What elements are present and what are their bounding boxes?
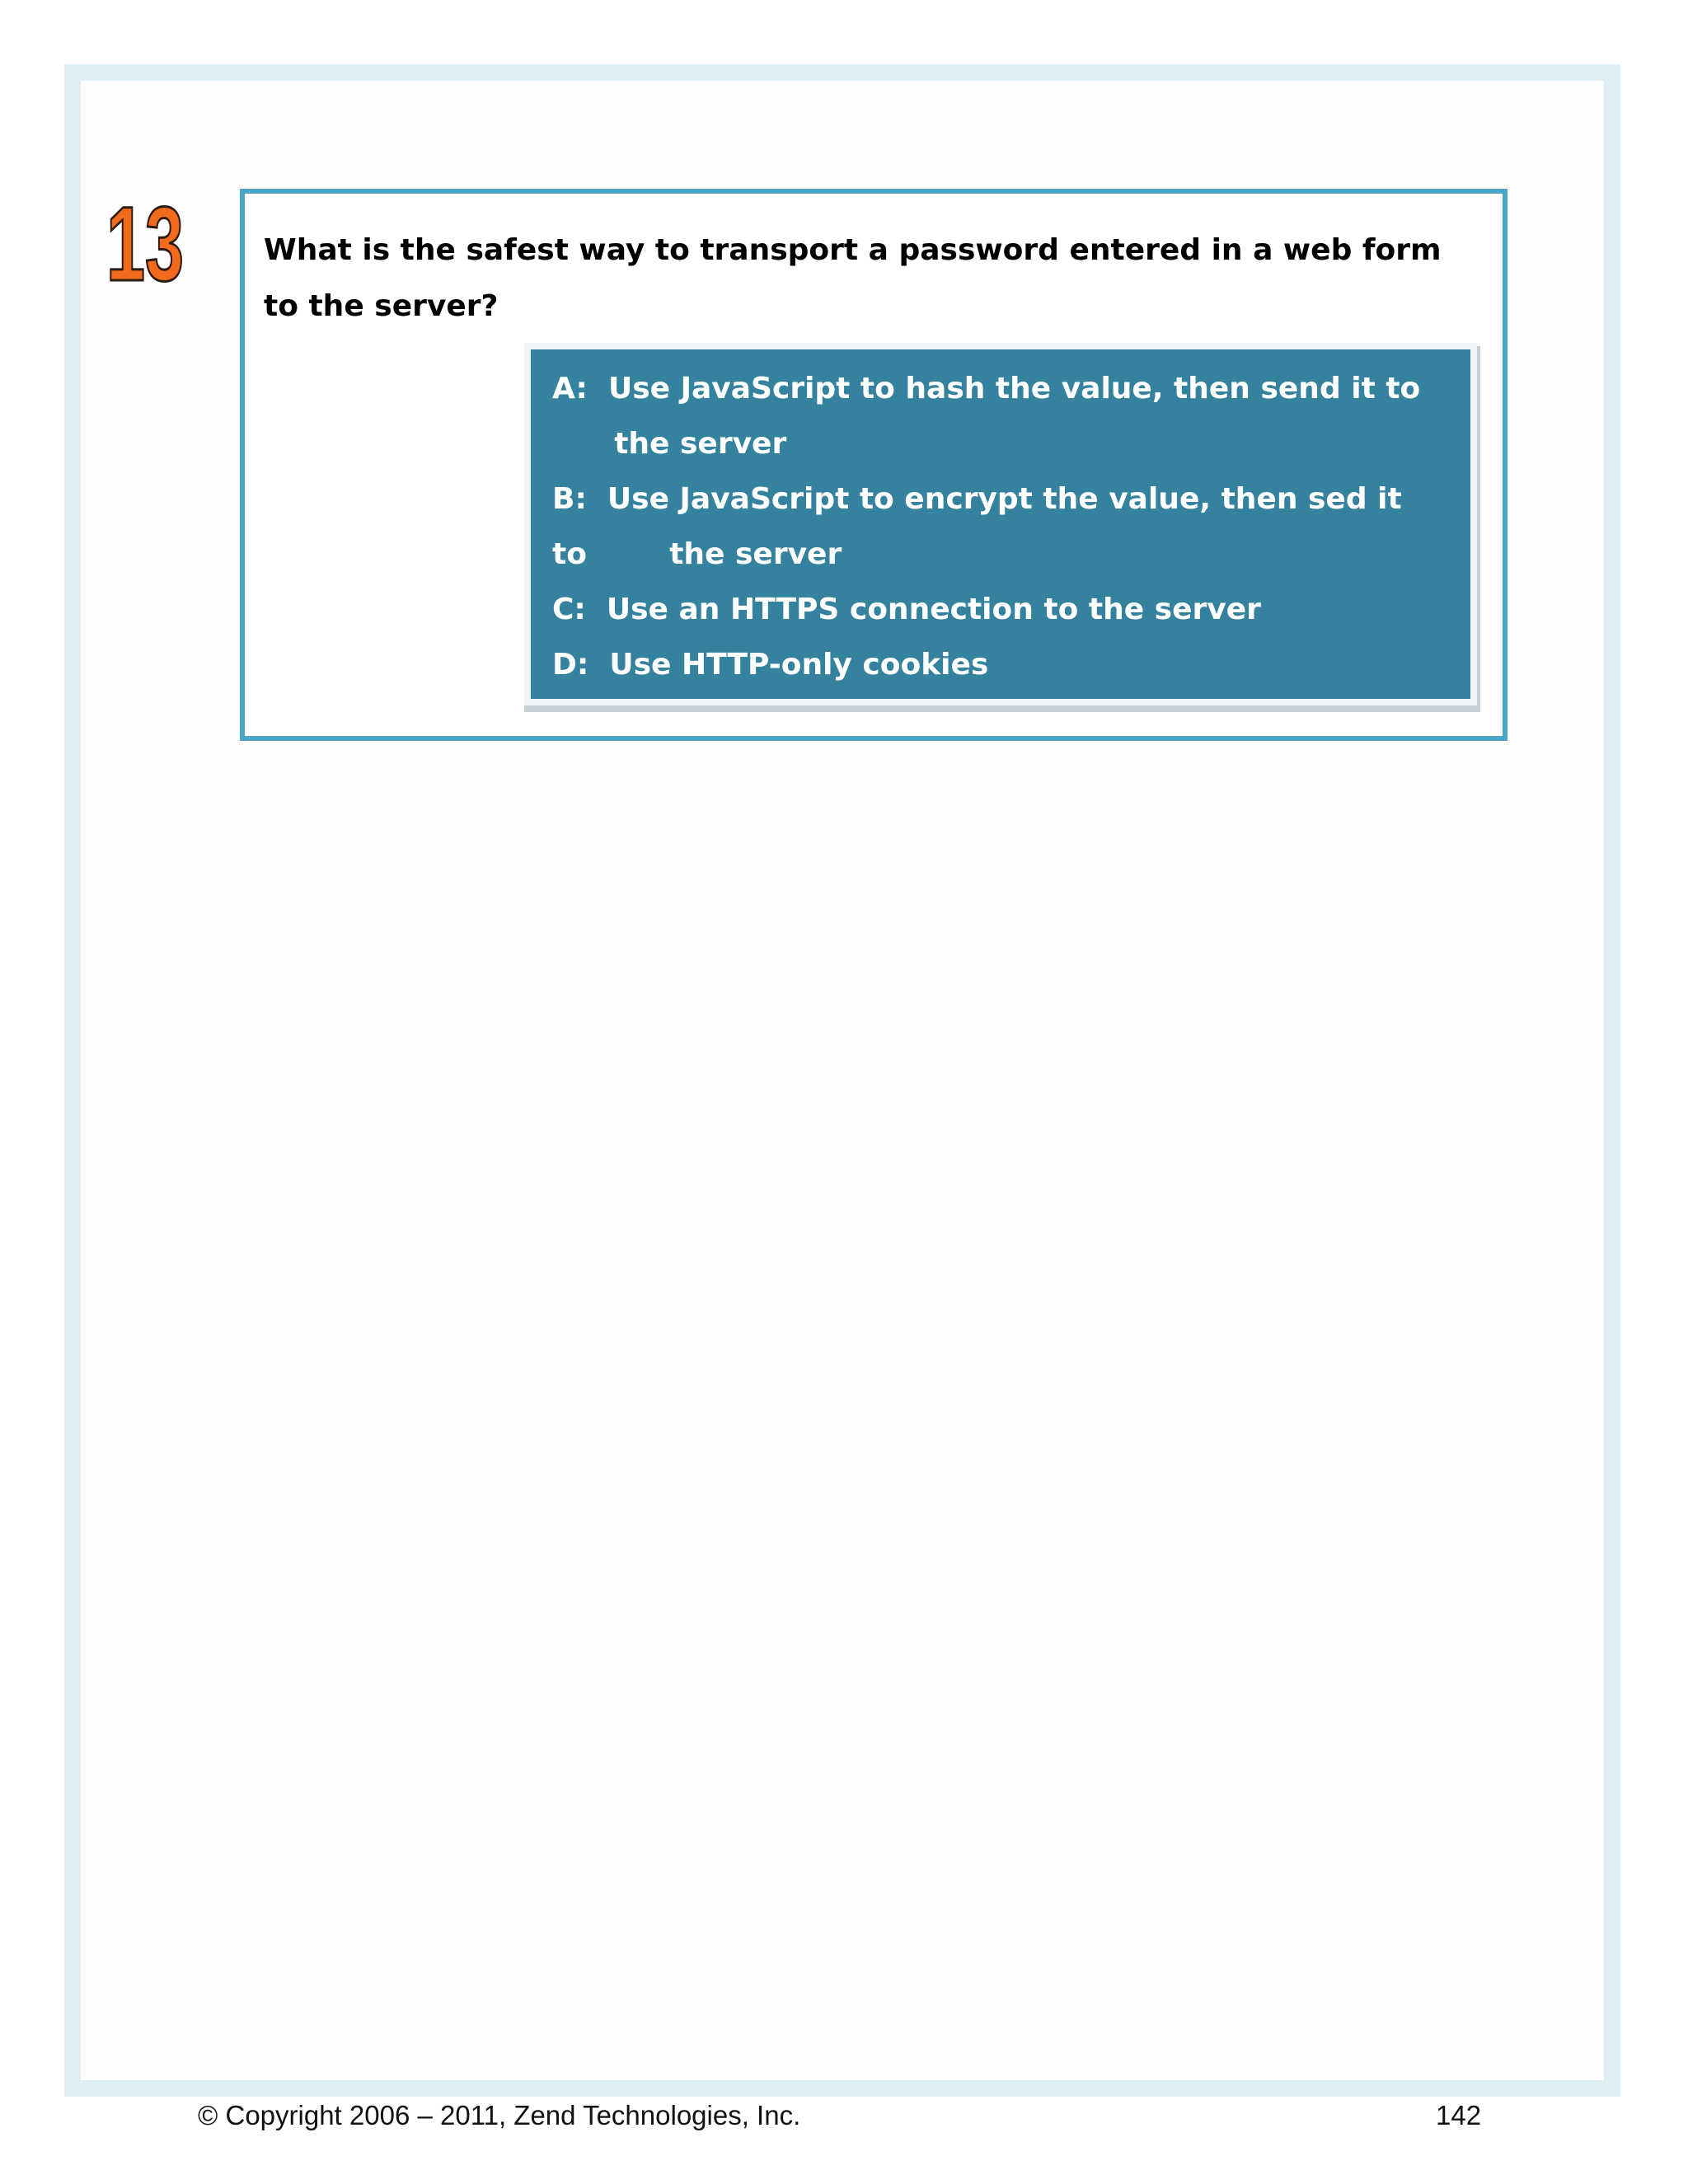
question-line-2: to the server? <box>264 289 499 323</box>
answers-panel <box>531 349 1470 699</box>
answer-a-line-2: the server <box>552 427 787 461</box>
question-number-graphic <box>104 183 186 303</box>
footer-page-number: 142 <box>1436 2100 1482 2130</box>
question-number-text: 13 <box>106 185 184 303</box>
answer-b-line-2: to the server <box>552 537 842 571</box>
question-number-badge <box>104 183 186 303</box>
answer-a-line-1: A: Use JavaScript to hash the value, then send it to <box>552 372 1421 405</box>
answer-d: D: Use HTTP-only cookies <box>552 648 989 682</box>
answers-box <box>524 343 1477 705</box>
question-line-1: What is the safest way to transport a password entered in a web form <box>264 233 1442 267</box>
question-text <box>264 223 1484 335</box>
footer-copyright: © Copyright 2006 – 2011, Zend Technologies, Inc. <box>198 2100 801 2130</box>
answer-b-line-1: B: Use JavaScript to encrypt the value, then sed it <box>552 482 1402 516</box>
answer-c: C: Use an HTTPS connection to the server <box>552 593 1261 626</box>
